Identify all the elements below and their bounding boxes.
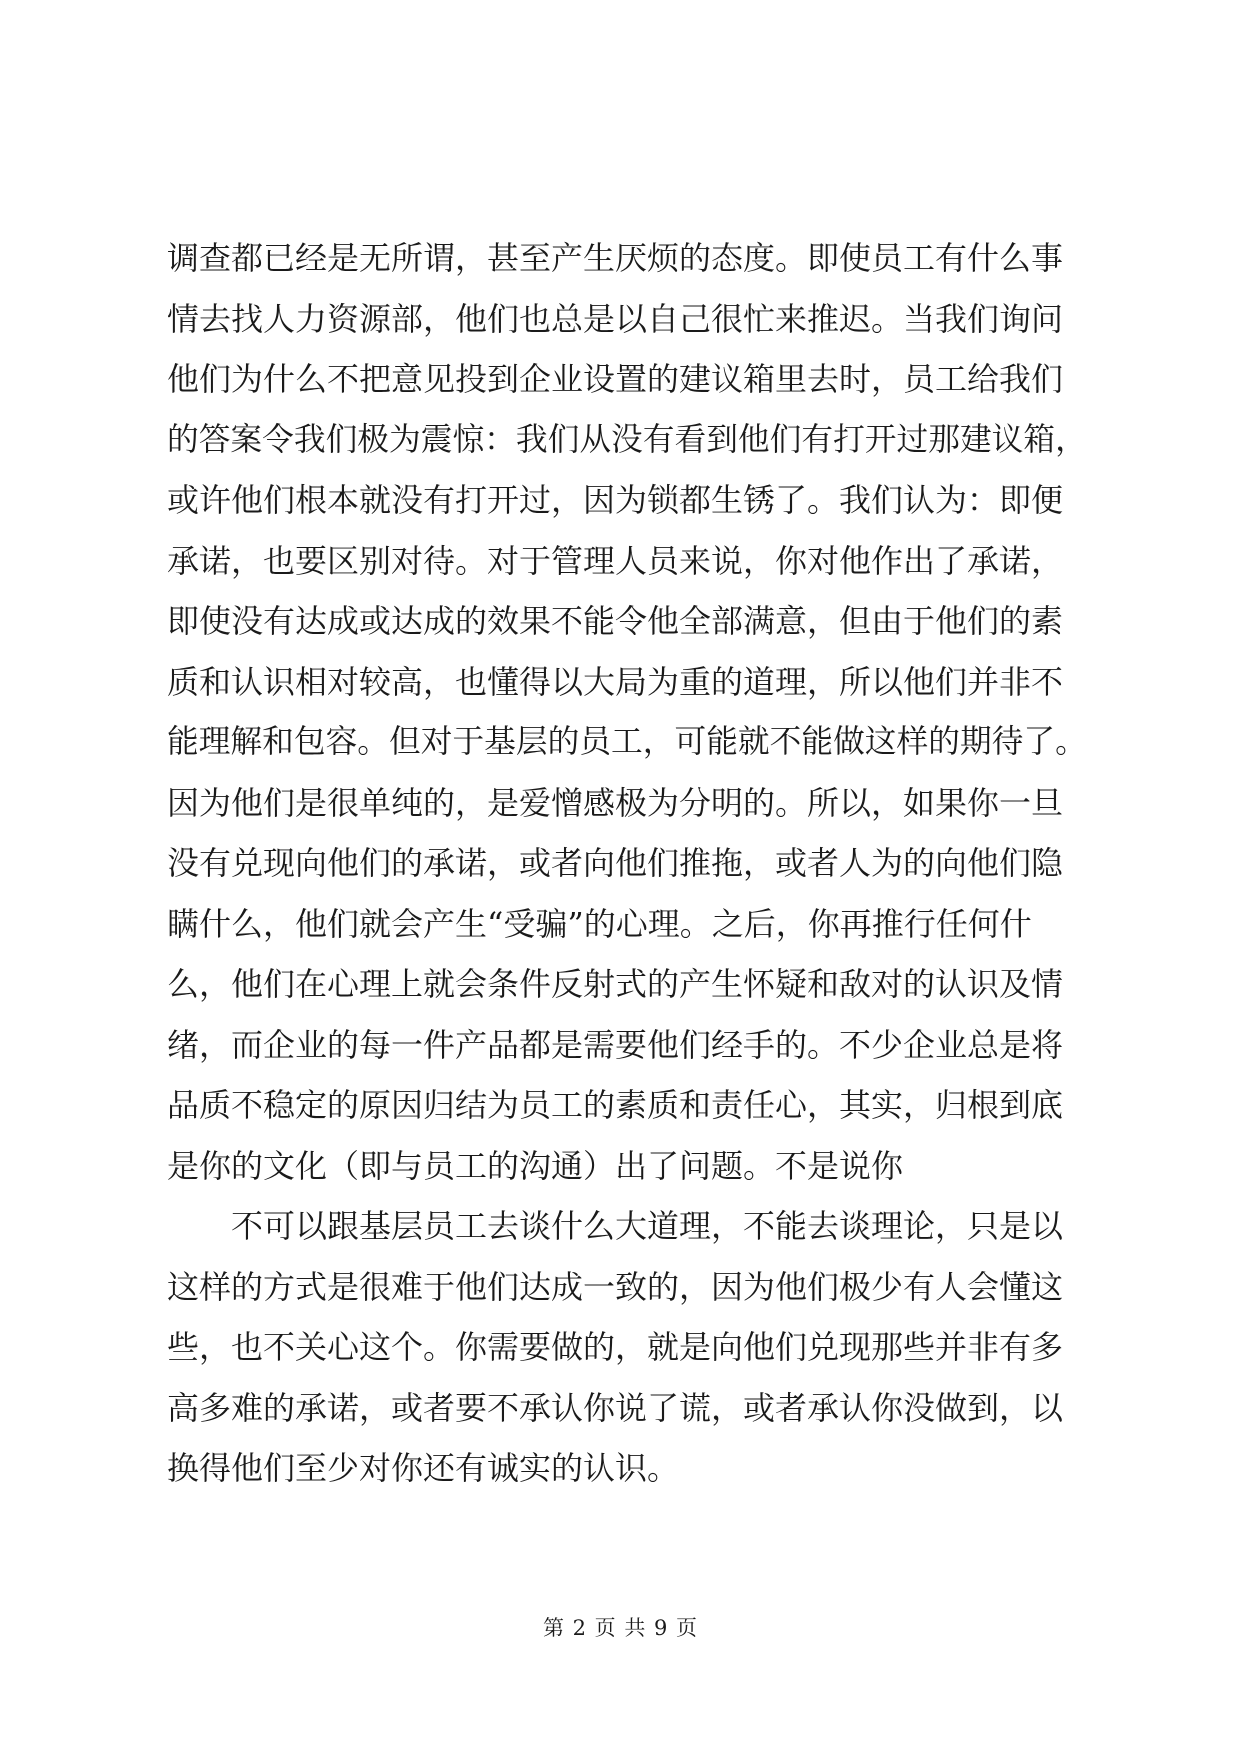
text-line: 这样的方式是很难于他们达成一致的，因为他们极少有人会懂这	[167, 1267, 1064, 1306]
paragraph-2	[167, 1196, 1087, 1499]
text-line: 质和认识相对较高，也懂得以大局为重的道理，所以他们并非不	[167, 662, 1064, 701]
text-line: 么，他们在心理上就会条件反射式的产生怀疑和敌对的认识及情	[167, 965, 1064, 1003]
text-line: 调查都已经是无所谓，甚至产生厌烦的态度。即使员工有什么事	[167, 239, 1064, 277]
text-line: 瞒什么，他们就会产生“受骗”的心理。之后，你再推行任何什	[167, 904, 1032, 943]
text-line: 是你的文化（即与员工的沟通）出了问题。不是说你	[167, 1146, 904, 1185]
text-line: 的答案令我们极为震惊：我们从没有看到他们有打开过那建议箱，	[167, 421, 1087, 458]
text-line: 或许他们根本就没有打开过，因为锁都生锈了。我们认为：即便	[167, 481, 1064, 519]
text-line: 情去找人力资源部，他们也总是以自己很忙来推迟。当我们询问	[167, 299, 1064, 338]
text-line: 因为他们是很单纯的，是爱憎感极为分明的。所以，如果你一旦	[167, 783, 1064, 822]
text-line: 些，也不关心这个。你需要做的，就是向他们兑现那些并非有多	[167, 1328, 1064, 1366]
text-line: 绪，而企业的每一件产品都是需要他们经手的。不少企业总是将	[167, 1025, 1064, 1064]
paragraph-1	[167, 228, 1087, 1196]
text-line: 品质不稳定的原因归结为员工的素质和责任心，其实，归根到底	[167, 1086, 1064, 1124]
text-line: 没有兑现向他们的承诺，或者向他们推拖，或者人为的向他们隐	[167, 844, 1064, 882]
text-line: 换得他们至少对你还有诚实的认识。	[167, 1449, 680, 1487]
page-number-footer: 第 2 页 共 9 页	[542, 1616, 699, 1640]
text-line: 他们为什么不把意见投到企业设置的建议箱里去时，员工给我们	[167, 360, 1064, 398]
text-line: 即使没有达成或达成的效果不能令他全部满意，但由于他们的素	[167, 602, 1064, 640]
text-line: 能理解和包容。但对于基层的员工，可能就不能做这样的期待了。	[167, 724, 1087, 760]
body-text	[167, 228, 1087, 1499]
text-line: 高多难的承诺，或者要不承认你说了谎，或者承认你没做到，以	[167, 1388, 1064, 1427]
text-line: 承诺，也要区别对待。对于管理人员来说，你对他作出了承诺，	[167, 541, 1064, 580]
text-line: 不可以跟基层员工去谈什么大道理，不能去谈理论，只是以	[167, 1207, 1064, 1245]
